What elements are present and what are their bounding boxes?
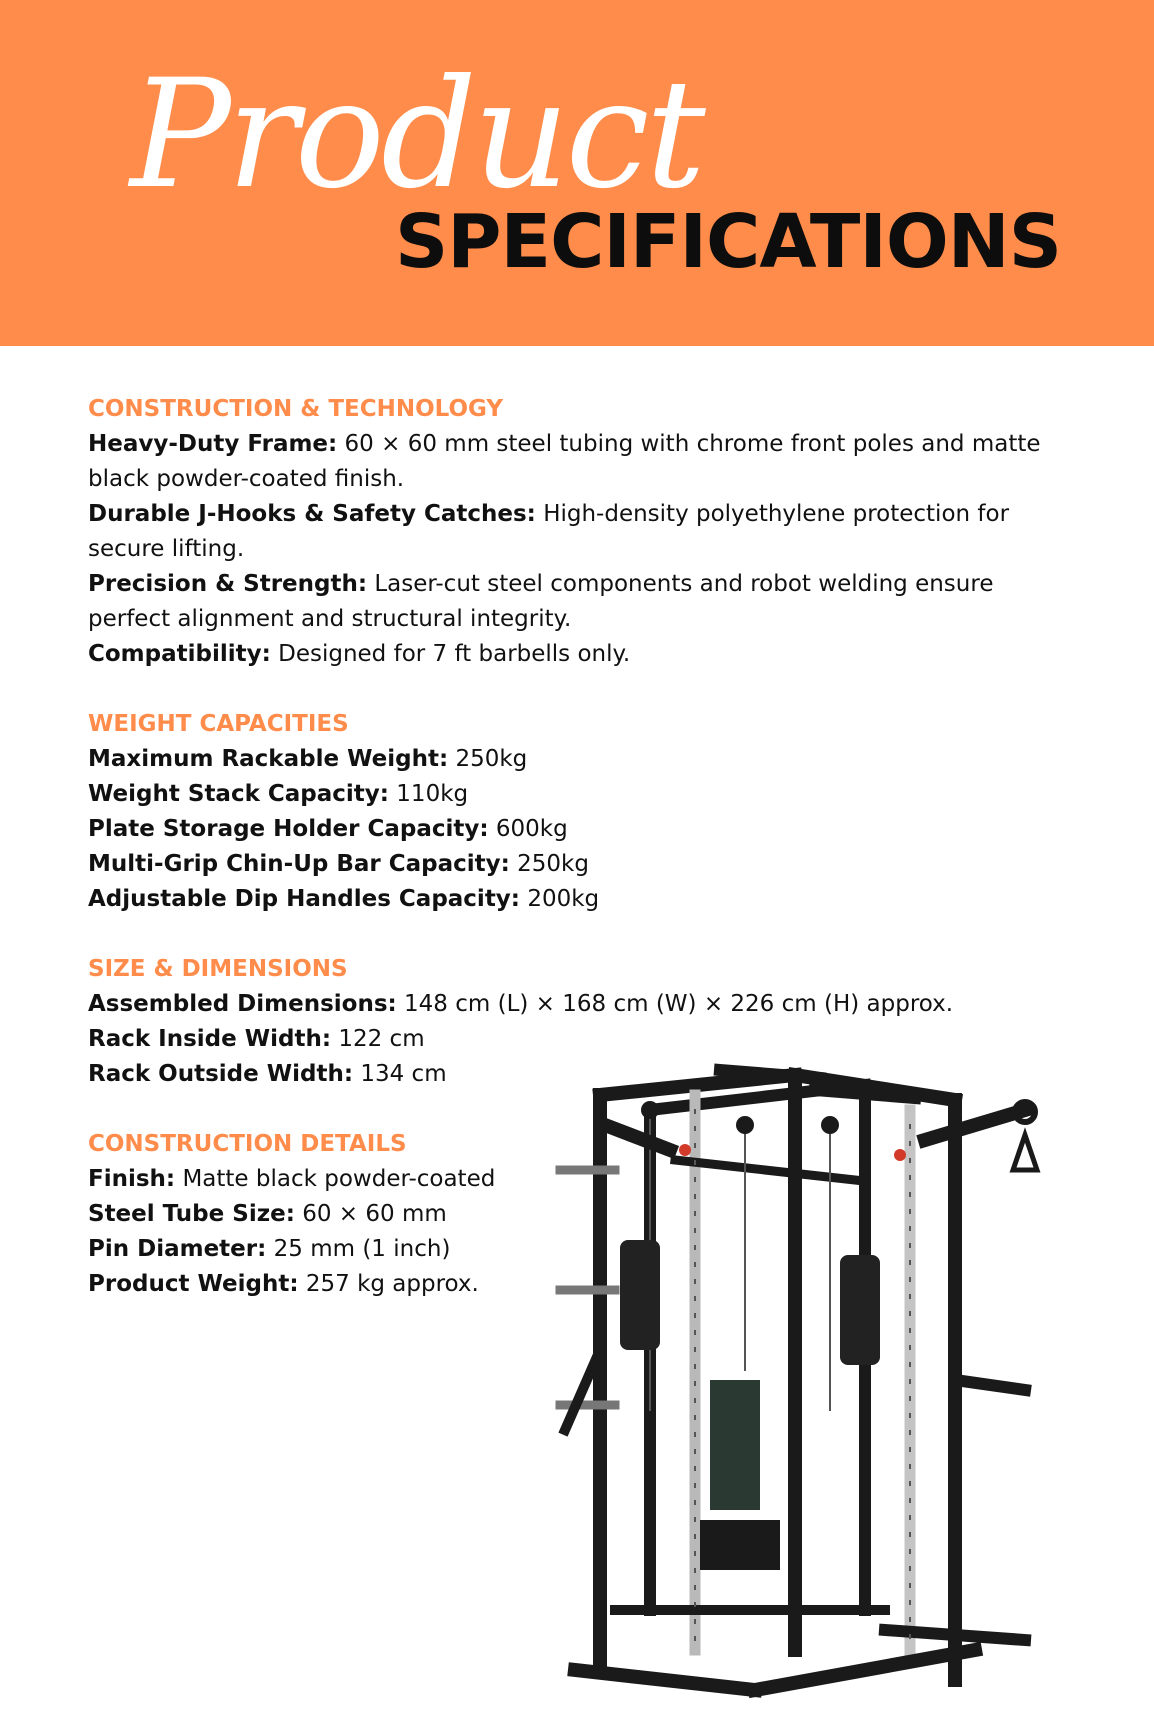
spec-value: 60 × 60 mm steel tubing with chrome front poles and matte black powder-coated finish. <box>88 431 1041 492</box>
spec-row <box>88 742 1088 777</box>
spec-label: Steel Tube Size: <box>88 1201 295 1227</box>
spec-value: 122 cm <box>338 1026 425 1052</box>
spec-row <box>88 777 1088 812</box>
spec-value: High-density polyethylene protection for secure lifting. <box>88 501 1010 562</box>
spec-label: Rack Outside Width: <box>88 1061 354 1087</box>
spec-row <box>88 637 1078 672</box>
spec-value: Laser-cut steel components and robot welding ensure perfect alignment and structural integrity. <box>88 571 994 632</box>
section-construction-technology <box>88 392 1088 672</box>
section-title: SIZE & DIMENSIONS <box>88 956 348 982</box>
product-image <box>555 1050 1065 1710</box>
spec-label: Durable J-Hooks & Safety Catches: <box>88 501 536 527</box>
spec-row <box>88 987 1088 1022</box>
section-title: CONSTRUCTION DETAILS <box>88 1131 407 1157</box>
spec-value: 250kg <box>455 746 528 772</box>
spec-label: Precision & Strength: <box>88 571 368 597</box>
spec-label: Maximum Rackable Weight: <box>88 746 449 772</box>
spec-label: Finish: <box>88 1166 176 1192</box>
spec-row <box>88 427 1078 497</box>
spec-value: 257 kg approx. <box>305 1271 479 1297</box>
spec-value: 200kg <box>527 886 600 912</box>
spec-label: Product Weight: <box>88 1271 299 1297</box>
spec-row <box>88 847 1088 882</box>
spec-value: 110kg <box>396 781 469 807</box>
spec-label: Adjustable Dip Handles Capacity: <box>88 886 521 912</box>
spec-value: 250kg <box>517 851 589 877</box>
spec-row <box>88 567 1078 637</box>
spec-label: Compatibility: <box>88 641 271 667</box>
spec-value: 134 cm <box>360 1061 447 1087</box>
section-weight-capacities <box>88 707 1088 917</box>
spec-label: Assembled Dimensions: <box>88 991 397 1017</box>
spec-value: 25 mm (1 inch) <box>273 1236 451 1262</box>
spec-row <box>88 812 1088 847</box>
script-title: Product <box>130 48 702 222</box>
caps-title: SPECIFICATIONS <box>395 199 1061 285</box>
spec-row <box>88 497 1078 567</box>
spec-value: 148 cm (L) × 168 cm (W) × 226 cm (H) approx. <box>404 991 954 1017</box>
spec-value: 600kg <box>495 816 568 842</box>
spec-value: Designed for 7 ft barbells only. <box>278 641 631 667</box>
spec-label: Plate Storage Holder Capacity: <box>88 816 489 842</box>
spec-label: Pin Diameter: <box>88 1236 267 1262</box>
spec-label: Heavy-Duty Frame: <box>88 431 338 457</box>
header-banner <box>0 0 1154 346</box>
spec-value: Matte black powder-coated <box>182 1166 496 1192</box>
section-title: WEIGHT CAPACITIES <box>88 711 349 737</box>
spec-label: Weight Stack Capacity: <box>88 781 389 807</box>
spec-row <box>88 882 1088 917</box>
spec-label: Rack Inside Width: <box>88 1026 332 1052</box>
section-title: CONSTRUCTION & TECHNOLOGY <box>88 396 504 422</box>
spec-value: 60 × 60 mm <box>302 1201 447 1227</box>
spec-label: Multi-Grip Chin-Up Bar Capacity: <box>88 851 510 877</box>
